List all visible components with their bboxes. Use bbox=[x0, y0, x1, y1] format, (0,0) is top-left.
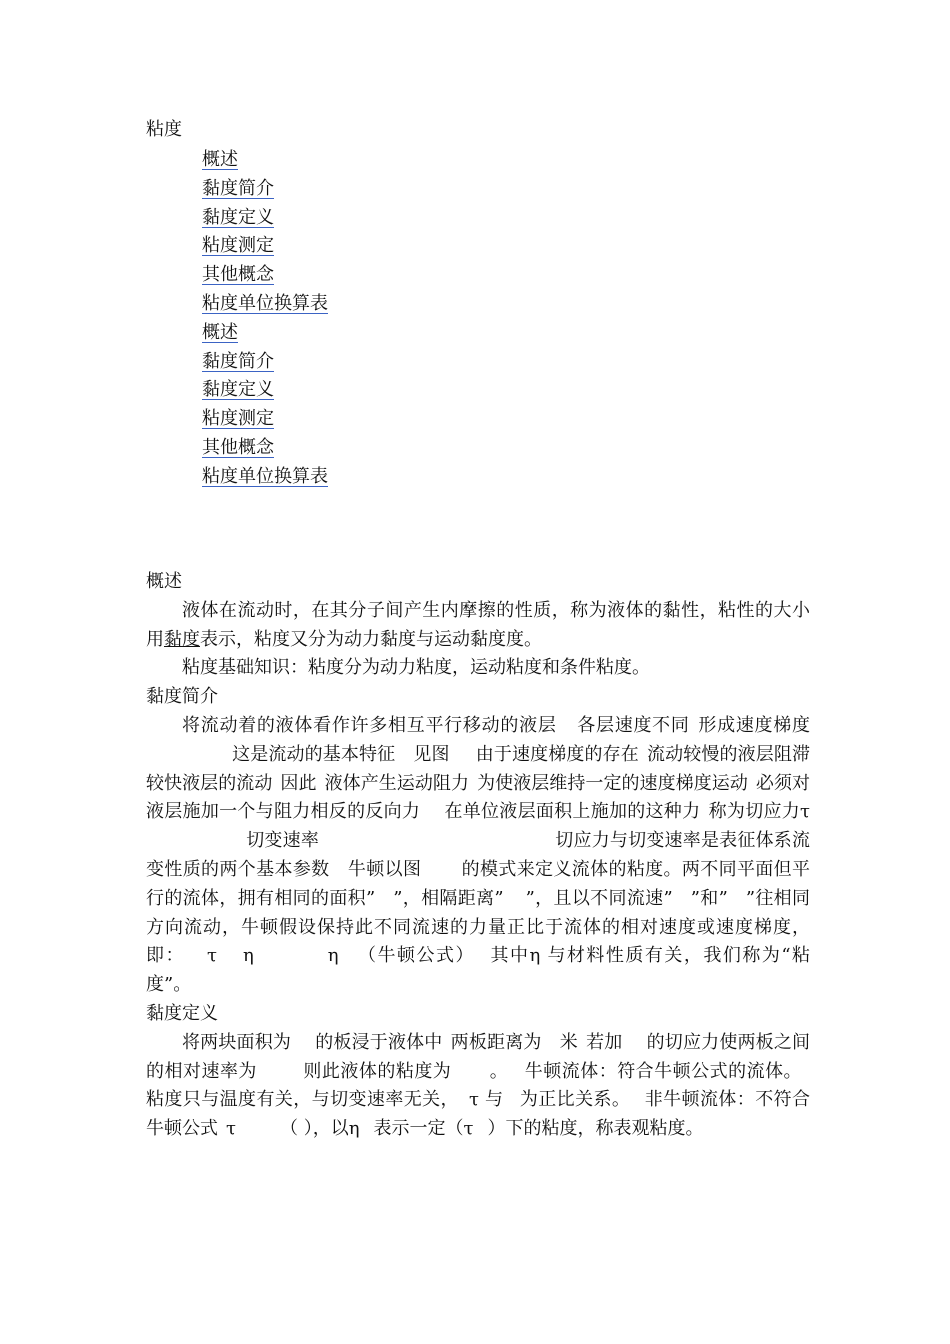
toc-link-other-concepts[interactable]: 其他概念 bbox=[202, 264, 274, 286]
toc-link-overview[interactable]: 概述 bbox=[202, 149, 238, 170]
paragraph: 将两块面积为 的板浸于液体中 两板距离为 米 若加 的切应力使两板之间的相对速率为 则此液体的粘度为 。 牛顿流体：符合牛顿公式的流体。粘度只与温度有关，与切变速率无关， τ 与 为正比关系。 非牛顿流体：不符合牛顿公式 τ （ ），以η 表示一定（τ ）下的粘度，称表观粘度。 bbox=[146, 1031, 811, 1140]
toc-link-unit-conversion[interactable]: 粘度单位换算表 bbox=[202, 465, 328, 487]
paragraph: 粘度基础知识：粘度分为动力粘度，运动粘度和条件粘度。 bbox=[182, 657, 650, 679]
viscosity-link[interactable]: 黏度 bbox=[164, 628, 200, 650]
toc-link-overview[interactable]: 概述 bbox=[202, 321, 238, 343]
section-heading-overview: 概述 bbox=[146, 571, 182, 592]
toc-link-unit-conversion[interactable]: 粘度单位换算表 bbox=[202, 292, 328, 314]
paragraph: 液体在流动时，在其分子间产生内摩擦的性质，称为液体的黏性，粘性的大小用黏度表示，粘度又分为动力黏度与运动黏度度。 bbox=[146, 599, 810, 650]
toc-link-viscosity-measurement[interactable]: 粘度测定 bbox=[202, 408, 274, 430]
toc-link-viscosity-definition[interactable]: 黏度定义 bbox=[202, 206, 274, 228]
toc-link-other-concepts[interactable]: 其他概念 bbox=[202, 436, 274, 458]
article-body bbox=[146, 568, 810, 1144]
document-title: 粘度 bbox=[146, 119, 182, 140]
section-heading-definition: 黏度定义 bbox=[146, 1002, 218, 1024]
toc-link-viscosity-definition[interactable]: 黏度定义 bbox=[202, 379, 274, 401]
section-heading-intro: 黏度简介 bbox=[146, 686, 218, 708]
toc-link-viscosity-intro[interactable]: 黏度简介 bbox=[202, 350, 274, 372]
toc-link-viscosity-intro[interactable]: 黏度简介 bbox=[202, 177, 274, 199]
paragraph: 将流动着的液体看作许多相互平行移动的液层 各层速度不同 形成速度梯度这是流动的基本特征 见图 由于速度梯度的存在 流动较慢的液层阻滞较快液层的流动 因此 液体产生运动阻力 为使液层维持一定的速度梯度运动 必须对液层施加一个与阻力相反的反向力 在单位液层面积上施加的这种力 称为切应力τ切变速率 切应力与切变速率是表征体系流变性质的两个基本参数 牛顿以图 的模式来定义流体的粘度。两不同平面但平行的流体，拥有相同的面积” ”，相隔距离” ”，且以不同流速” ”和” ”往相同方向流动，牛顿假设保持此不同流速的力量正比于流体的相对速度或速度梯度，即： τ η η （牛顿公式） 其中η 与材料性质有关，我们称为“粘度”。 bbox=[146, 714, 811, 996]
table-of-contents bbox=[202, 146, 328, 492]
toc-link-viscosity-measurement[interactable]: 粘度测定 bbox=[202, 235, 274, 257]
